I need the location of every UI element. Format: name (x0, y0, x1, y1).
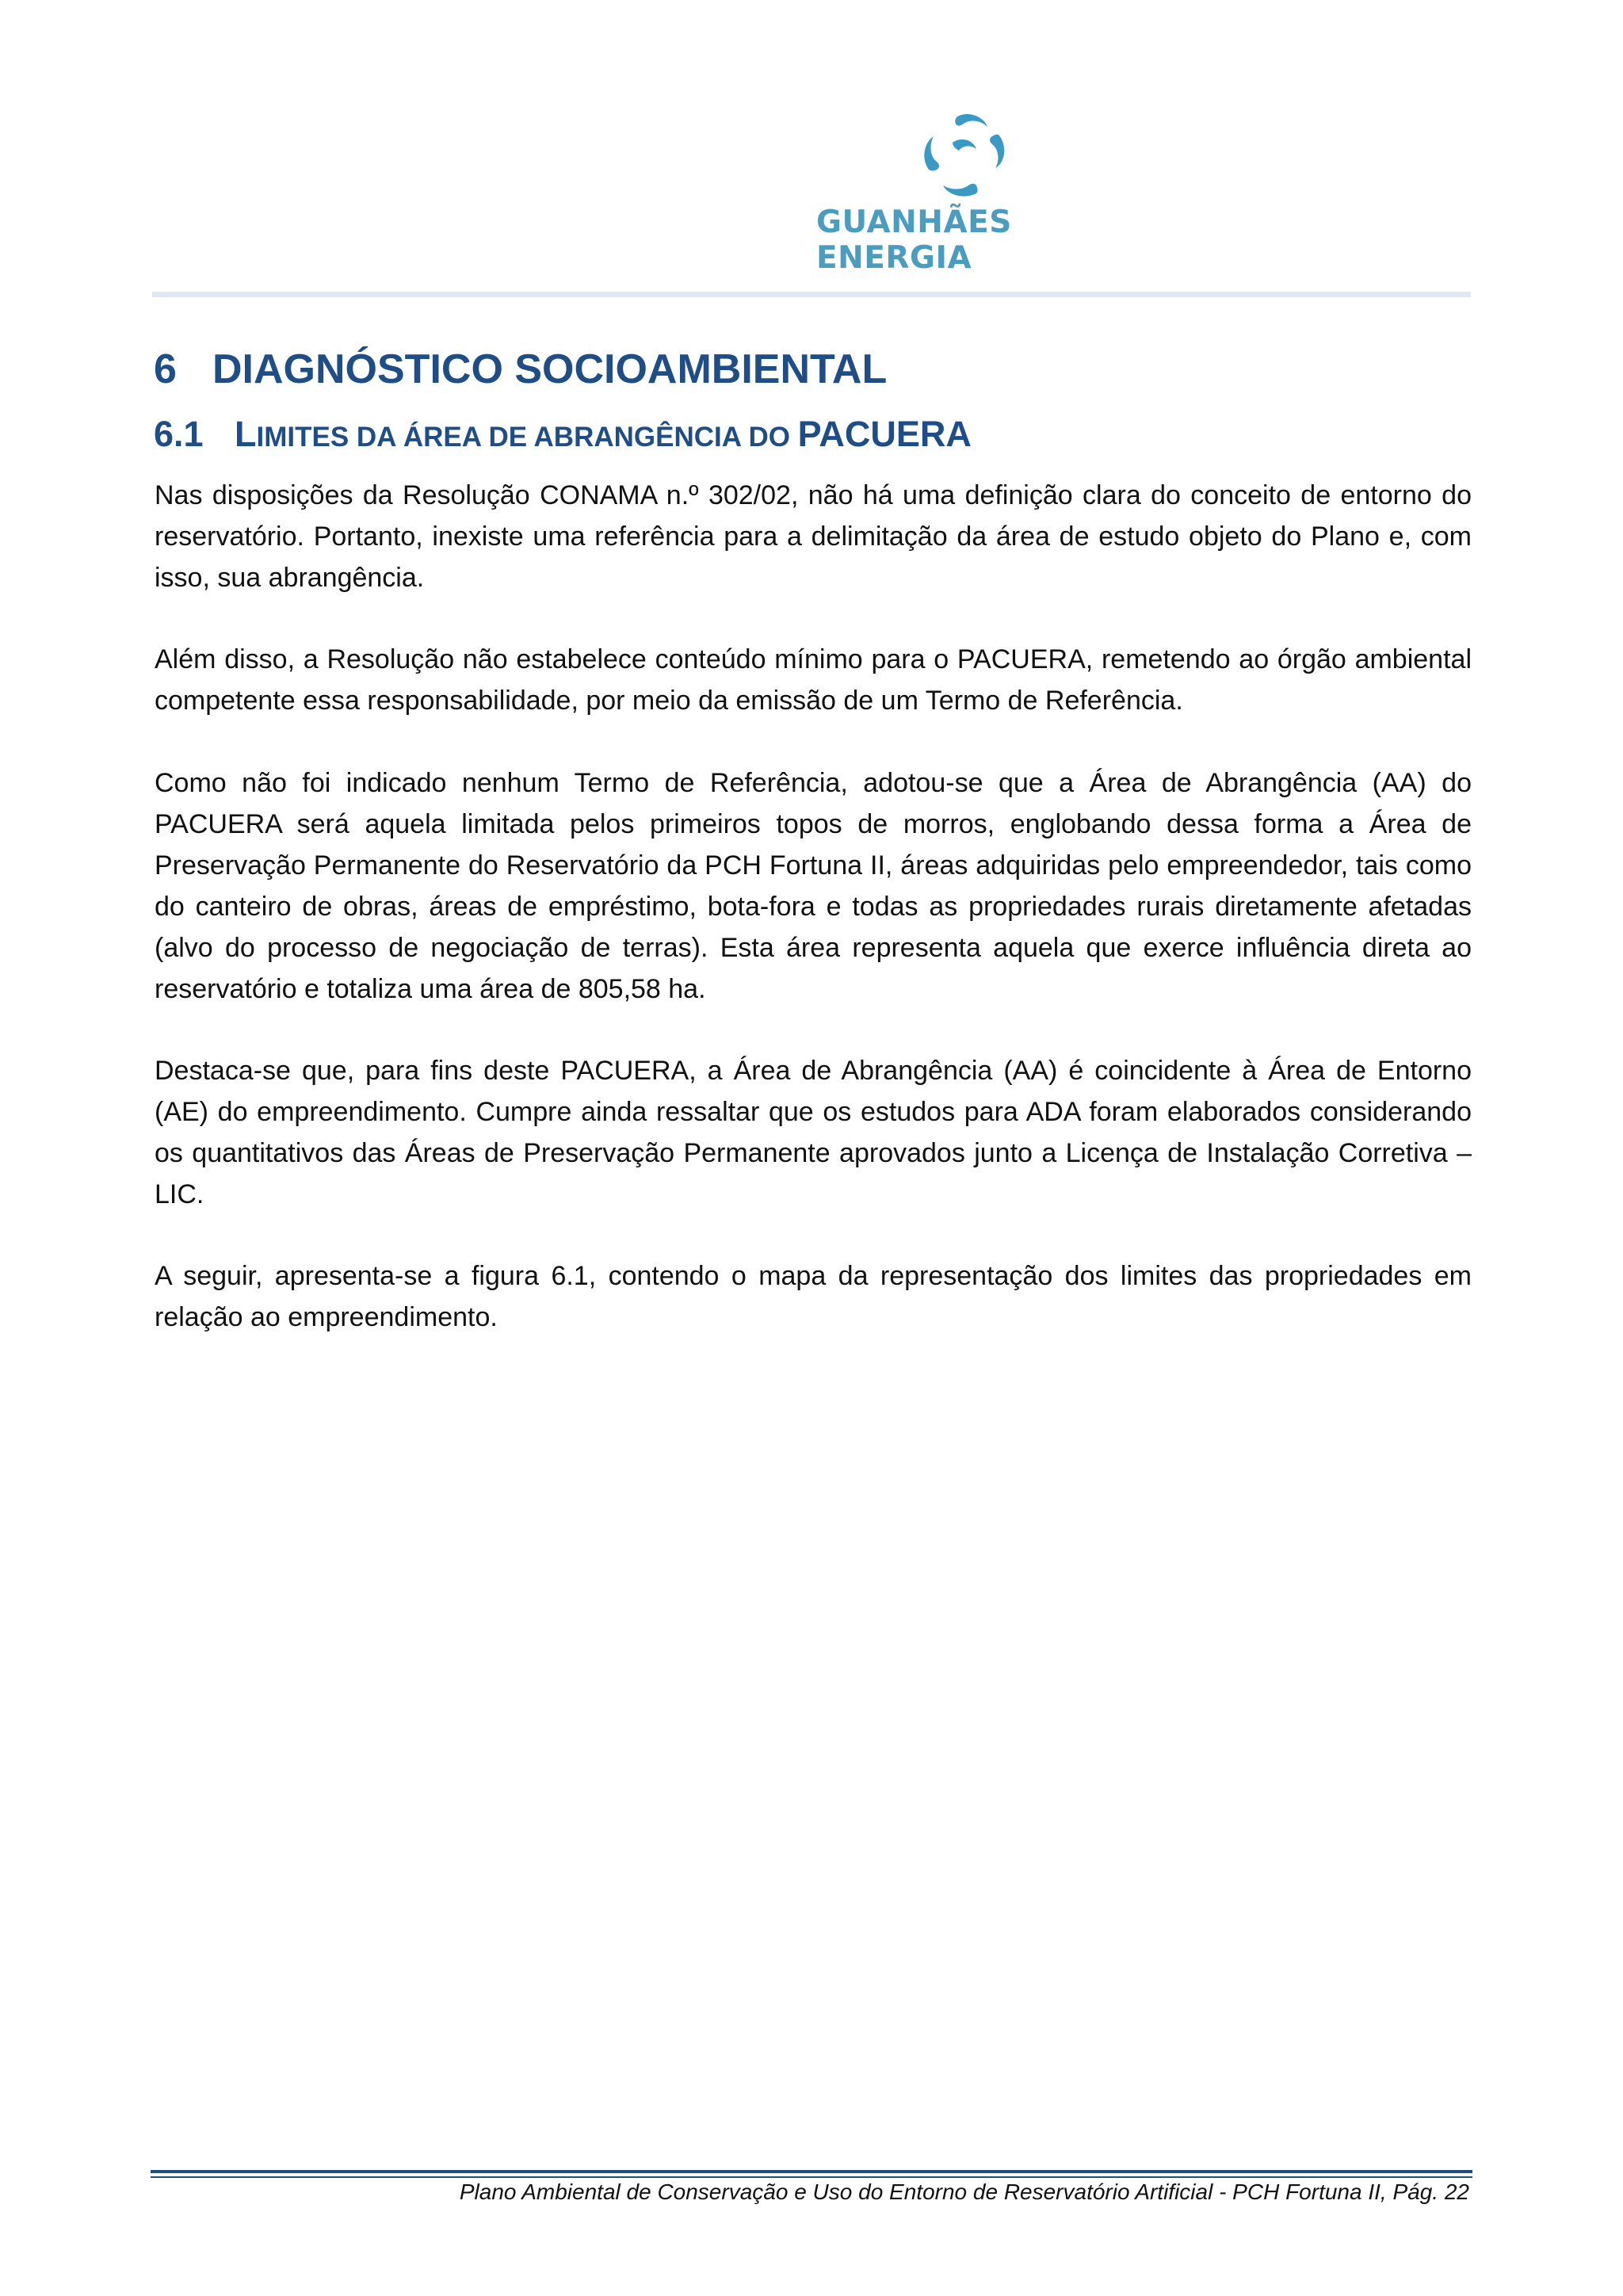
subsection-title-initial: L (235, 414, 257, 454)
section-title: DIAGNÓSTICO SOCIOAMBIENTAL (212, 346, 888, 392)
subsection-title-smallcaps: IMITES DA ÁREA DE ABRANGÊNCIA DO (256, 422, 798, 453)
page-footer: Plano Ambiental de Conservação e Uso do Entorno de Reservatório Artificial - PCH Fortuna II, Pág. 22 (459, 2179, 1469, 2204)
subsection-heading (154, 414, 1469, 455)
subsection-number: 6.1 (154, 414, 204, 454)
paragraph: Além disso, a Resolução não estabelece conteúdo mínimo para o PACUERA, remetendo ao órgão ambiental competente essa responsabilidade, por meio da emissão de um Termo de Referência. (155, 644, 1472, 716)
subsection-title-acronym: PACUERA (797, 414, 972, 454)
company-logo (816, 111, 1133, 276)
paragraph: A seguir, apresenta-se a figura 6.1, contendo o mapa da representação dos limites das propriedades em relação ao empreendimento. (155, 1261, 1472, 1332)
header-divider (152, 292, 1471, 297)
section-heading (154, 346, 1469, 393)
footer-divider-thin (151, 2176, 1472, 2178)
swirl-logo-icon (921, 111, 1008, 200)
paragraph: Destaca-se que, para fins deste PACUERA, a Área de Abrangência (AA) é coincidente à Área de Entorno (AE) do empreendimento. Cumpre ainda ressaltar que os estudos para ADA foram elaborados considerando os quantitativos das Áreas de Preservação Permanente aprovados junto a Licença de Instalação Corretiva – LIC. (155, 1056, 1472, 1209)
section-number: 6 (154, 346, 177, 392)
footer-divider (151, 2170, 1472, 2173)
paragraph: Nas disposições da Resolução CONAMA n.º 302/02, não há uma definição clara do conceito de entorno do reservatório. Portanto, inexiste uma referência para a delimitação da área de estudo objeto do Plano e, com isso, sua abrangência. (155, 480, 1472, 593)
logo-text: GUANHÃES ENERGIA (816, 204, 1012, 276)
paragraph: Como não foi indicado nenhum Termo de Referência, adotou-se que a Área de Abrangência (AA) do PACUERA será aquela limitada pelos primeiros topos de morros, englobando dessa forma a Área de Preservação Permanente do Reservatório da PCH Fortuna II, áreas adquiridas pelo empreendedor, tais como do canteiro de obras, áreas de empréstimo, bota-fora e todas as propriedades rurais diretamente afetadas (alvo do processo de negociação de terras). Esta área representa aquela que exerce influência direta ao reservatório e totaliza uma área de 805,58 ha. (155, 768, 1472, 1004)
